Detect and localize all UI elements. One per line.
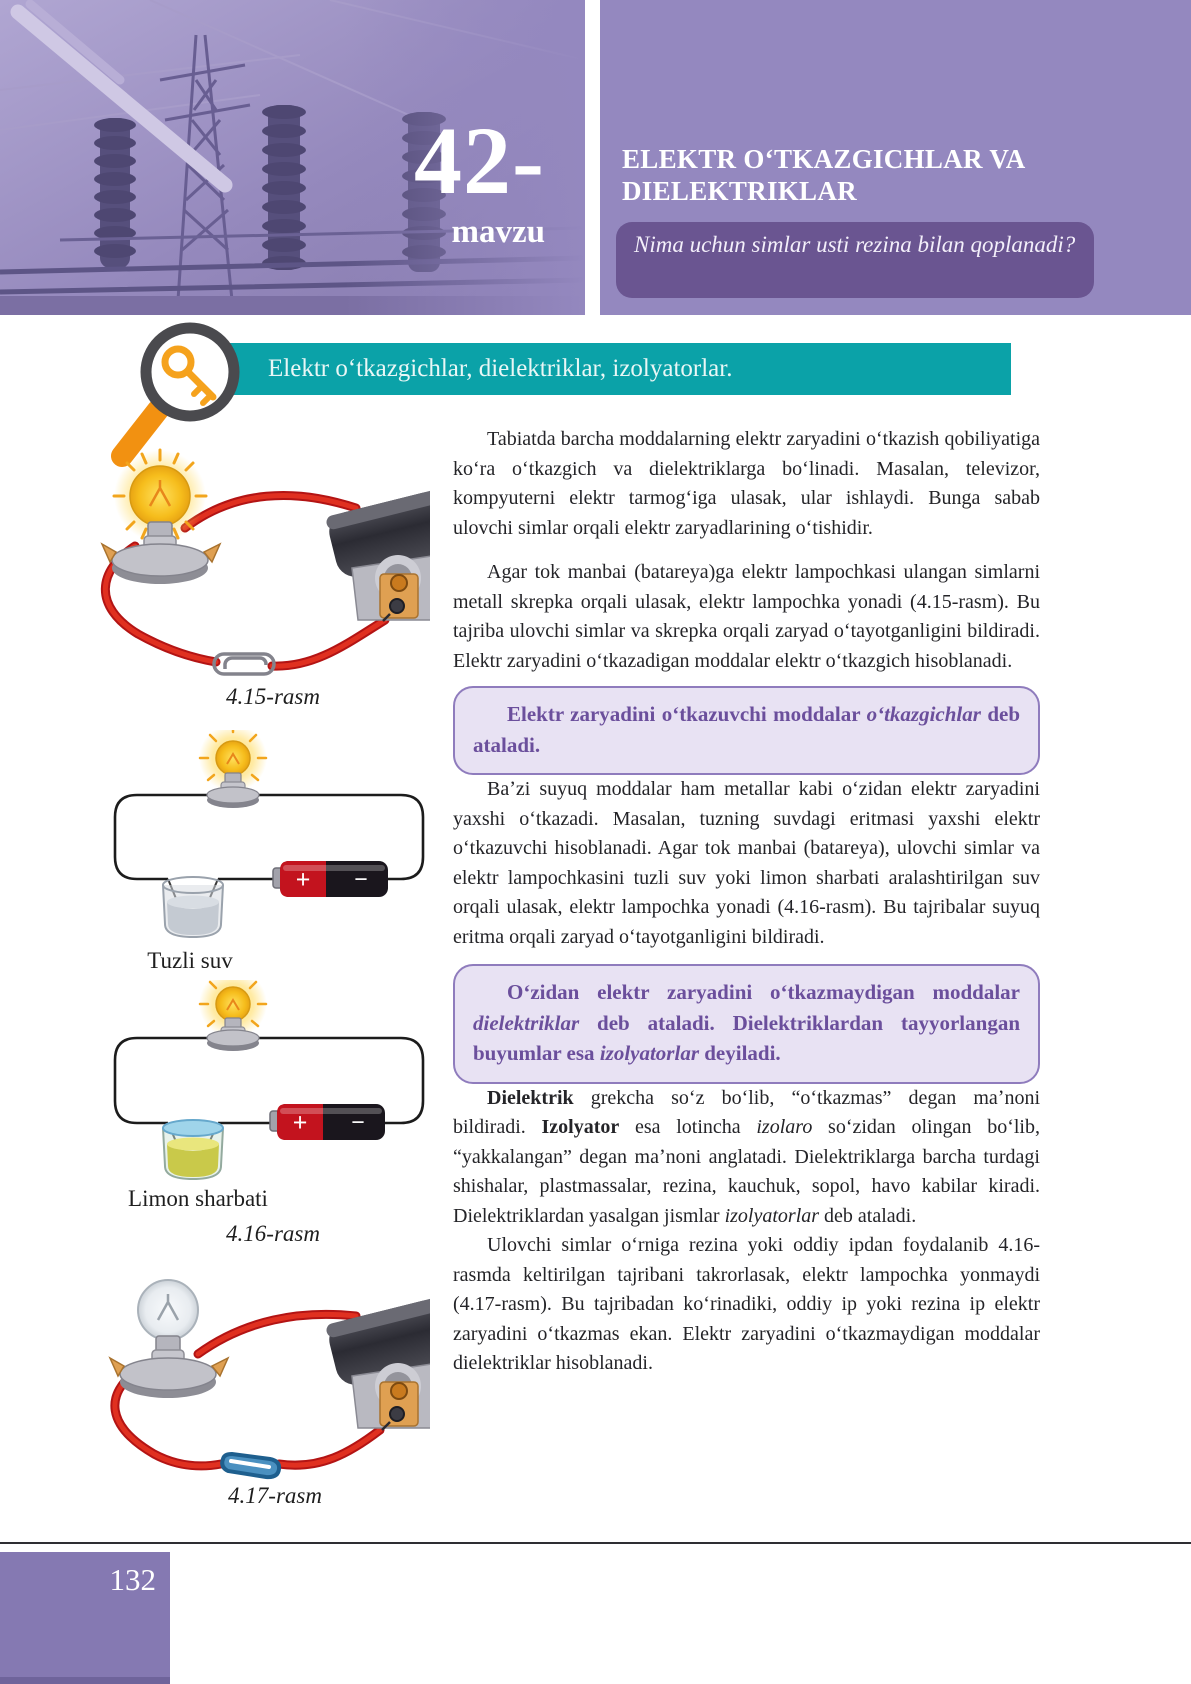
figure-caption-416: 4.16-rasm [226, 1221, 320, 1246]
body-paragraph-2: Agar tok manbai (batareya)ga elektr lampochkasi ulangan simlarni metall skrepka orqali ulasak, elektr lampochka yonadi (4.15-rasm). Bu tajriba ulovchi simlar va skrepka orqali zaryad oʻtayotganligini bildiradi. Elektr zaryadini oʻtkazadigan moddalar elektr oʻtkazgich hisoblanadi. [453, 561, 1040, 672]
keywords-banner-text: Elektr oʻtkazgichlar, dielektriklar, izolyatorlar. [268, 355, 733, 382]
body-paragraph-4: Dielektrik grekcha soʻz boʻlib, “oʻtkazmas” degan maʼnoni bildiradi. Izolyator esa lotincha izolaro soʻzidan olingan boʻlib, “yakkalangan” degan maʼnoni anglatadi. Dielektriklarga barcha turdagi shishalar, plastmassalar, rezina, kauchuk, sopol, havo kabilar kiradi. Dielektriklardan yasalgan jismlar izolyatorlar deb ataladi. [453, 1086, 1040, 1227]
lesson-number: 42- [414, 107, 545, 214]
figure-salt-water-circuit [80, 730, 430, 945]
page-number: 132 [109, 1562, 156, 1597]
figure-caption-417: 4.17-rasm [228, 1483, 322, 1508]
footer-rule [0, 1542, 1191, 1544]
battery-plus-sign: + [295, 865, 311, 894]
keywords-banner [220, 343, 1011, 395]
figure-lemon-juice-circuit [80, 980, 430, 1185]
lesson-question-box: Nima uchun simlar usti rezina bilan qoplanadi? [616, 222, 1094, 298]
lesson-number-label: mavzu [451, 214, 545, 251]
battery-minus-sign: − [351, 1110, 365, 1136]
figure-label-salt-water: Tuzli suv [147, 948, 233, 973]
figure-417-rubber-band-circuit [80, 1258, 430, 1480]
figure-caption-415: 4.15-rasm [226, 684, 320, 709]
figure-415-battery-lamp-paperclip [80, 428, 430, 680]
body-paragraph-5: Ulovchi simlar oʻrniga rezina yoki oddiy ipdan foydalanib 4.16-rasmda keltirilgan tajribani takrorlasak, elektr lampochka yonmaydi (4.17-rasm). Bu tajribadan koʻrinadiki, oddiy ip yoki rezina ip elektr zaryadini oʻtkazmas ekan. Elektr zaryadini oʻtkazmaydigan moddalar dielektriklar hisoblanadi. [453, 1234, 1040, 1374]
battery-minus-sign: − [354, 867, 368, 893]
lesson-number-block [414, 107, 545, 251]
battery-plus-sign: + [292, 1108, 308, 1137]
figure-label-lemon-juice: Limon sharbati [128, 1186, 268, 1211]
lesson-title: ELEKTR OʻTKAZGICHLAR VA DIELEKTRIKLAR [622, 144, 1024, 206]
definition-callout-conductors: Elektr zaryadini oʻtkazuvchi moddalar oʻtkazgichlar deb ataladi. [453, 686, 1040, 775]
body-paragraph-1: Tabiatda barcha moddalarning elektr zaryadini oʻtkazish qobiliyatiga koʻra oʻtkazgich va dielektriklarga boʻlinadi. Masalan, televizor, kompyuterni elektr tarmogʻiga ulasak, ular ishlaydi. Bunga sabab ulovchi simlar orqali elektr zaryadlarining oʻtishidir. [453, 428, 1040, 539]
page-number-block [0, 1552, 170, 1684]
definition-callout-dielectrics: Oʻzidan elektr zaryadini oʻtkazmaydigan moddalar dielektriklar deb ataladi. Dielektriklardan tayyorlangan buyumlar esa izolyatorlar deyiladi. [453, 964, 1040, 1084]
lesson-header-title-block [600, 0, 1191, 315]
body-paragraph-3: Baʼzi suyuq moddalar ham metallar kabi oʻzidan elektr zaryadini yaxshi oʻtkazadi. Masalan, tuzning suvdagi eritmasi yaxshi elektr oʻtkazuvchi hisoblanadi. Agar tok manbai (batareya), ulovchi simlar va elektr lampochkasini tuzli suv yoki limon sharbati aralashtirilgan suv orqali ulasak, elektr lampochka yonadi (4.16-rasm). Bu tajribalar suyuq eritma orqali zaryad oʻtayotganligini bildiradi. [453, 778, 1040, 948]
body-text-column [453, 425, 1040, 1379]
page-number-block-edge [0, 1677, 170, 1684]
lesson-header-photo-block [0, 0, 585, 315]
